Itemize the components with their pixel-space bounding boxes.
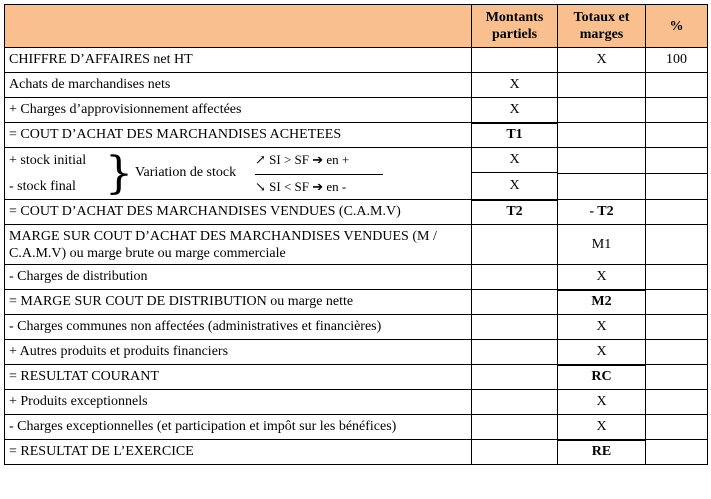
variation-total-cell [558, 148, 646, 200]
row-total: RE [558, 440, 646, 465]
variation-stock-label: Variation de stock [135, 164, 237, 180]
row-label: CHIFFRE D’AFFAIRES net HT [5, 48, 472, 73]
row-percent [646, 365, 708, 390]
stock-final-label: - stock final [9, 178, 76, 194]
row-label: - Charges communes non affectées (administratives et financières) [5, 315, 472, 340]
row-label: = MARGE SUR COUT DE DISTRIBUTION ou marge nette [5, 290, 472, 315]
curly-brace-icon: } [105, 147, 133, 199]
row-partial [472, 315, 558, 340]
row-percent [646, 265, 708, 290]
variation-stock-cell [5, 148, 472, 200]
row-variation-stock [5, 148, 708, 200]
row-total: X [558, 340, 646, 365]
row-percent [646, 290, 708, 315]
row-total: X [558, 48, 646, 73]
header-percent: % [646, 5, 708, 48]
rule-si-greater-sf: ↗ SI > SF ➔ en + [255, 151, 350, 167]
row-label: MARGE SUR COUT D’ACHAT DES MARCHANDISES VENDUES (M / C.A.M.V) ou marge brute ou marge commerciale [5, 225, 472, 265]
row-marge-brute [5, 225, 708, 265]
header-row [5, 5, 708, 48]
row-charges-distribution [5, 265, 708, 290]
row-percent [646, 415, 708, 440]
variation-divider [255, 174, 383, 175]
row-total: M1 [558, 225, 646, 265]
row-label: = RESULTAT COURANT [5, 365, 472, 390]
row-total: M2 [558, 290, 646, 315]
row-partial: X [472, 98, 558, 123]
row-cout-achat-achetees [5, 123, 708, 148]
variation-percent-bottom [646, 174, 707, 199]
row-charges-communes [5, 315, 708, 340]
row-label: + Autres produits et produits financiers [5, 340, 472, 365]
row-partial [472, 340, 558, 365]
row-total: X [558, 265, 646, 290]
row-label: + Produits exceptionnels [5, 390, 472, 415]
row-label: - Charges de distribution [5, 265, 472, 290]
row-total: X [558, 415, 646, 440]
row-achats [5, 73, 708, 98]
row-total: X [558, 315, 646, 340]
row-percent [646, 123, 708, 148]
row-percent [646, 200, 708, 225]
row-partial [472, 48, 558, 73]
row-resultat-exercice [5, 440, 708, 465]
row-label: - Charges exceptionnelles (et participation et impôt sur les bénéfices) [5, 415, 472, 440]
row-label: = COUT D’ACHAT DES MARCHANDISES VENDUES (C.A.M.V) [5, 200, 472, 225]
row-autres-produits [5, 340, 708, 365]
row-total [558, 98, 646, 123]
row-percent [646, 315, 708, 340]
row-percent: 100 [646, 48, 708, 73]
row-partial [472, 390, 558, 415]
row-charges-approvisionnement [5, 98, 708, 123]
income-statement-sheet [4, 4, 707, 495]
row-label: Achats de marchandises nets [5, 73, 472, 98]
header-partial-amounts: Montants partiels [472, 5, 558, 48]
row-total: - T2 [558, 200, 646, 225]
row-marge-nette [5, 290, 708, 315]
row-partial: T1 [472, 123, 558, 148]
variation-percent-cell [646, 148, 708, 200]
row-percent [646, 98, 708, 123]
row-percent [646, 440, 708, 465]
row-total [558, 123, 646, 148]
row-camv [5, 200, 708, 225]
row-chiffre-affaires [5, 48, 708, 73]
variation-partial-bottom: X [509, 177, 520, 193]
header-totals-margins: Totaux et marges [558, 5, 646, 48]
row-resultat-courant [5, 365, 708, 390]
variation-total-bottom [558, 174, 645, 199]
row-total: X [558, 390, 646, 415]
row-percent [646, 225, 708, 265]
variation-partial-top: X [472, 148, 557, 173]
row-partial [472, 225, 558, 265]
row-partial [472, 365, 558, 390]
row-partial [472, 265, 558, 290]
row-total: RC [558, 365, 646, 390]
stock-initial-label: + stock initial [9, 152, 87, 168]
row-percent [646, 390, 708, 415]
row-label: = RESULTAT DE L’EXERCICE [5, 440, 472, 465]
variation-percent-top [646, 149, 707, 174]
variation-total-top [558, 149, 645, 174]
row-partial: X [472, 73, 558, 98]
row-produits-exceptionnels [5, 390, 708, 415]
row-label: + Charges d’approvisionnement affectées [5, 98, 472, 123]
rule-si-less-sf: ↘ SI < SF ➔ en - [255, 178, 347, 194]
row-partial [472, 415, 558, 440]
row-partial: T2 [472, 200, 558, 225]
row-charges-exceptionnelles [5, 415, 708, 440]
row-percent [646, 73, 708, 98]
row-label: = COUT D’ACHAT DES MARCHANDISES ACHETEES [5, 123, 472, 148]
row-partial [472, 290, 558, 315]
row-percent [646, 340, 708, 365]
row-partial [472, 440, 558, 465]
header-blank-cell [5, 5, 472, 48]
row-total [558, 73, 646, 98]
variation-partial-cell [472, 148, 558, 200]
intermediate-balances-table [4, 4, 708, 465]
